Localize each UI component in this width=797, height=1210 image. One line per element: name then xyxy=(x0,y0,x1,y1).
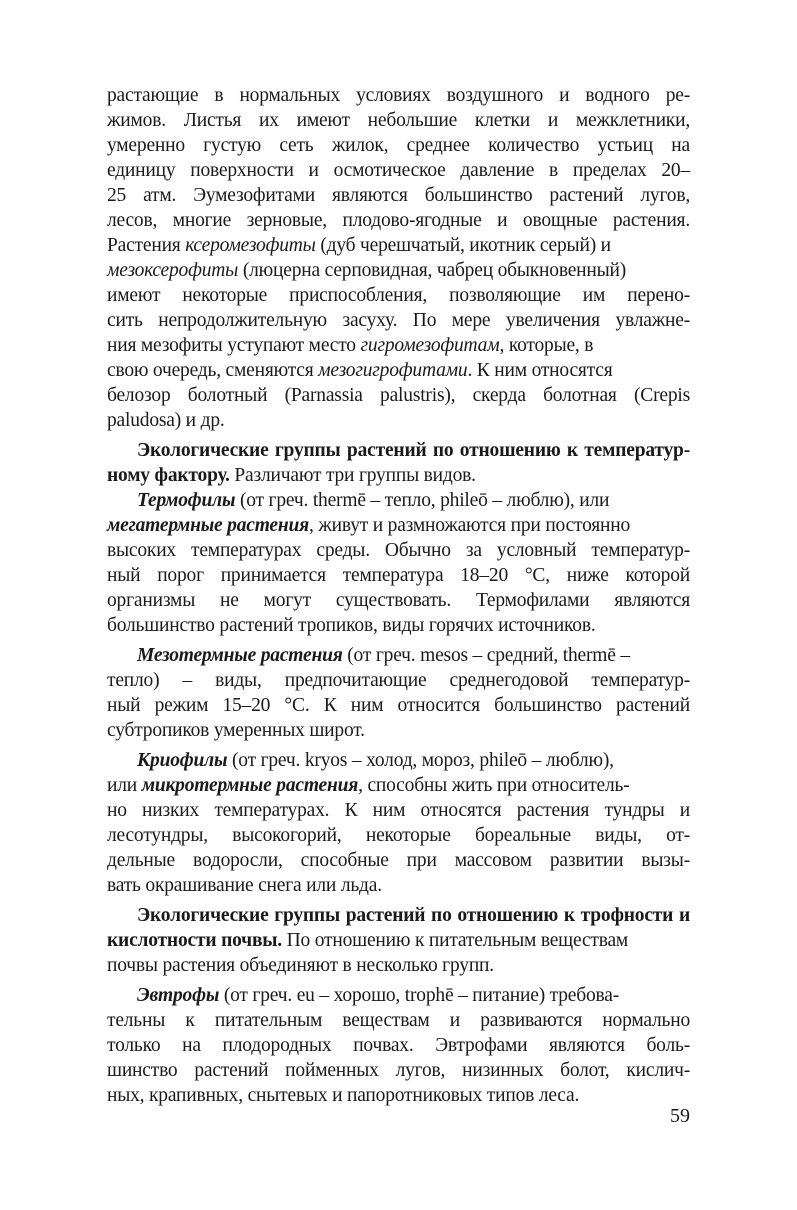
text-segment: или xyxy=(107,775,142,796)
text-line: вать окрашивание снега или льда. xyxy=(107,875,382,896)
text-line: жимов. Листья их имеют небольшие клетки и межклетники, xyxy=(107,110,690,131)
text-line xyxy=(107,643,690,668)
term-xeromesophytes: ксеромезофиты xyxy=(185,235,316,256)
text-segment: Различают три группы видов. xyxy=(229,465,476,486)
text-line: субтропиков умеренных широт. xyxy=(107,720,365,741)
term-microthermal-plants: микротермные растения xyxy=(141,775,359,796)
text-segment: По отношению к питательным веществам xyxy=(281,930,629,951)
text-line: ный порог принимается температура 18–20 °С, ниже которой xyxy=(107,565,690,586)
text-line xyxy=(107,513,690,538)
text-segment: (от греч. eu – хорошо, trophē – питание) требова- xyxy=(219,985,620,1006)
text-line xyxy=(107,488,690,513)
term-eutrophs: Эвтрофы xyxy=(137,985,220,1006)
text-line: только на плодородных почвах. Эвтрофами являются боль- xyxy=(107,1035,690,1056)
term-hygromesophytes: гигромезофитам xyxy=(360,335,500,356)
text-segment: (от греч. kryos – холод, мороз, phileō – люблю), xyxy=(227,750,614,771)
text-line: сить непродолжительную засуху. По мере увеличения увлажне- xyxy=(107,310,690,331)
text-line: белозор болотный (Parnassia palustris), скерда болотная (Crepis xyxy=(107,385,690,406)
text-line: организмы не могут существовать. Термофилами являются xyxy=(107,590,690,611)
term-mesohygrophytes: мезогигрофитами xyxy=(318,360,468,381)
term-thermophiles: Термофилы xyxy=(137,490,236,511)
text-line xyxy=(107,928,690,953)
text-segment: (люцерна серповидная, чабрец обыкновенный) xyxy=(238,260,627,281)
text-line: тепло) – виды, предпочитающие среднегодовой температур- xyxy=(107,670,690,691)
text-segment: , способны жить при относитель- xyxy=(358,775,630,796)
text-segment: (дуб черешчатый, икотник серый) и xyxy=(315,235,611,256)
term-mesothermal-plants: Мезотермные растения xyxy=(137,645,343,666)
page-text xyxy=(107,83,690,1108)
text-line: 25 атм. Эумезофитами являются большинство растений лугов, xyxy=(107,185,690,206)
section-heading-trophicity: Экологические группы растений по отношению к трофности и xyxy=(137,905,690,926)
text-segment: , которые, в xyxy=(499,335,594,356)
text-line xyxy=(107,773,690,798)
text-line: лесов, многие зерновые, плодово-ягодные и овощные растения. xyxy=(107,210,690,231)
text-line xyxy=(107,258,690,283)
text-line: почвы растения объединяют в несколько групп. xyxy=(107,955,494,976)
page-number: 59 xyxy=(670,1105,690,1127)
text-segment: Растения xyxy=(107,235,186,256)
text-line: но низких температурах. К ним относятся растения тундры и xyxy=(107,800,690,821)
text-segment: ния мезофиты уступают место xyxy=(107,335,361,356)
text-segment: (от греч. mesos – средний, thermē – xyxy=(342,645,630,666)
term-mesoxerophytes: мезоксерофиты xyxy=(107,260,239,281)
section-heading-trophicity-end: кислотности почвы. xyxy=(107,930,282,951)
text-line: шинство растений пойменных лугов, низинных болот, кислич- xyxy=(107,1060,690,1081)
text-line: ных, крапивных, снытевых и папоротниковых типов леса. xyxy=(107,1085,580,1106)
text-line: единицу поверхности и осмотическое давление в пределах 20– xyxy=(107,160,690,181)
text-line xyxy=(107,463,690,488)
text-line xyxy=(107,358,690,383)
text-line xyxy=(107,333,690,358)
text-line: тельны к питательным веществам и развиваются нормально xyxy=(107,1010,690,1031)
text-line: высоких температурах среды. Обычно за условный температур- xyxy=(107,540,690,561)
term-megathermal-plants: мегатермные растения xyxy=(107,515,309,536)
text-segment: (от греч. thermē – тепло, phileō – люблю), или xyxy=(235,490,610,511)
text-line: имеют некоторые приспособления, позволяющие им перено- xyxy=(107,285,690,306)
term-cryophiles: Криофилы xyxy=(137,750,228,771)
text-line xyxy=(107,233,690,258)
section-heading-temperature-end: ному фактору. xyxy=(107,465,230,486)
text-line: лесотундры, высокогорий, некоторые бореальные виды, от- xyxy=(107,825,690,846)
text-line: умеренно густую сеть жилок, среднее количество устьиц на xyxy=(107,135,690,156)
section-heading-temperature: Экологические группы растений по отношению к температур- xyxy=(137,440,690,461)
text-line: большинство растений тропиков, виды горячих источников. xyxy=(107,615,596,636)
text-line: дельные водоросли, способные при массовом развитии вызы- xyxy=(107,850,690,871)
text-line xyxy=(107,983,690,1008)
text-segment: свою очередь, сменяются xyxy=(107,360,319,381)
text-line: растающие в нормальных условиях воздушного и водного ре- xyxy=(107,85,690,106)
text-line xyxy=(107,748,690,773)
text-line: paludosa) и др. xyxy=(107,410,225,431)
text-segment: . К ним относятся xyxy=(467,360,613,381)
text-segment: , живут и размножаются при постоянно xyxy=(309,515,631,536)
text-line: ный режим 15–20 °С. К ним относится большинство растений xyxy=(107,695,690,716)
